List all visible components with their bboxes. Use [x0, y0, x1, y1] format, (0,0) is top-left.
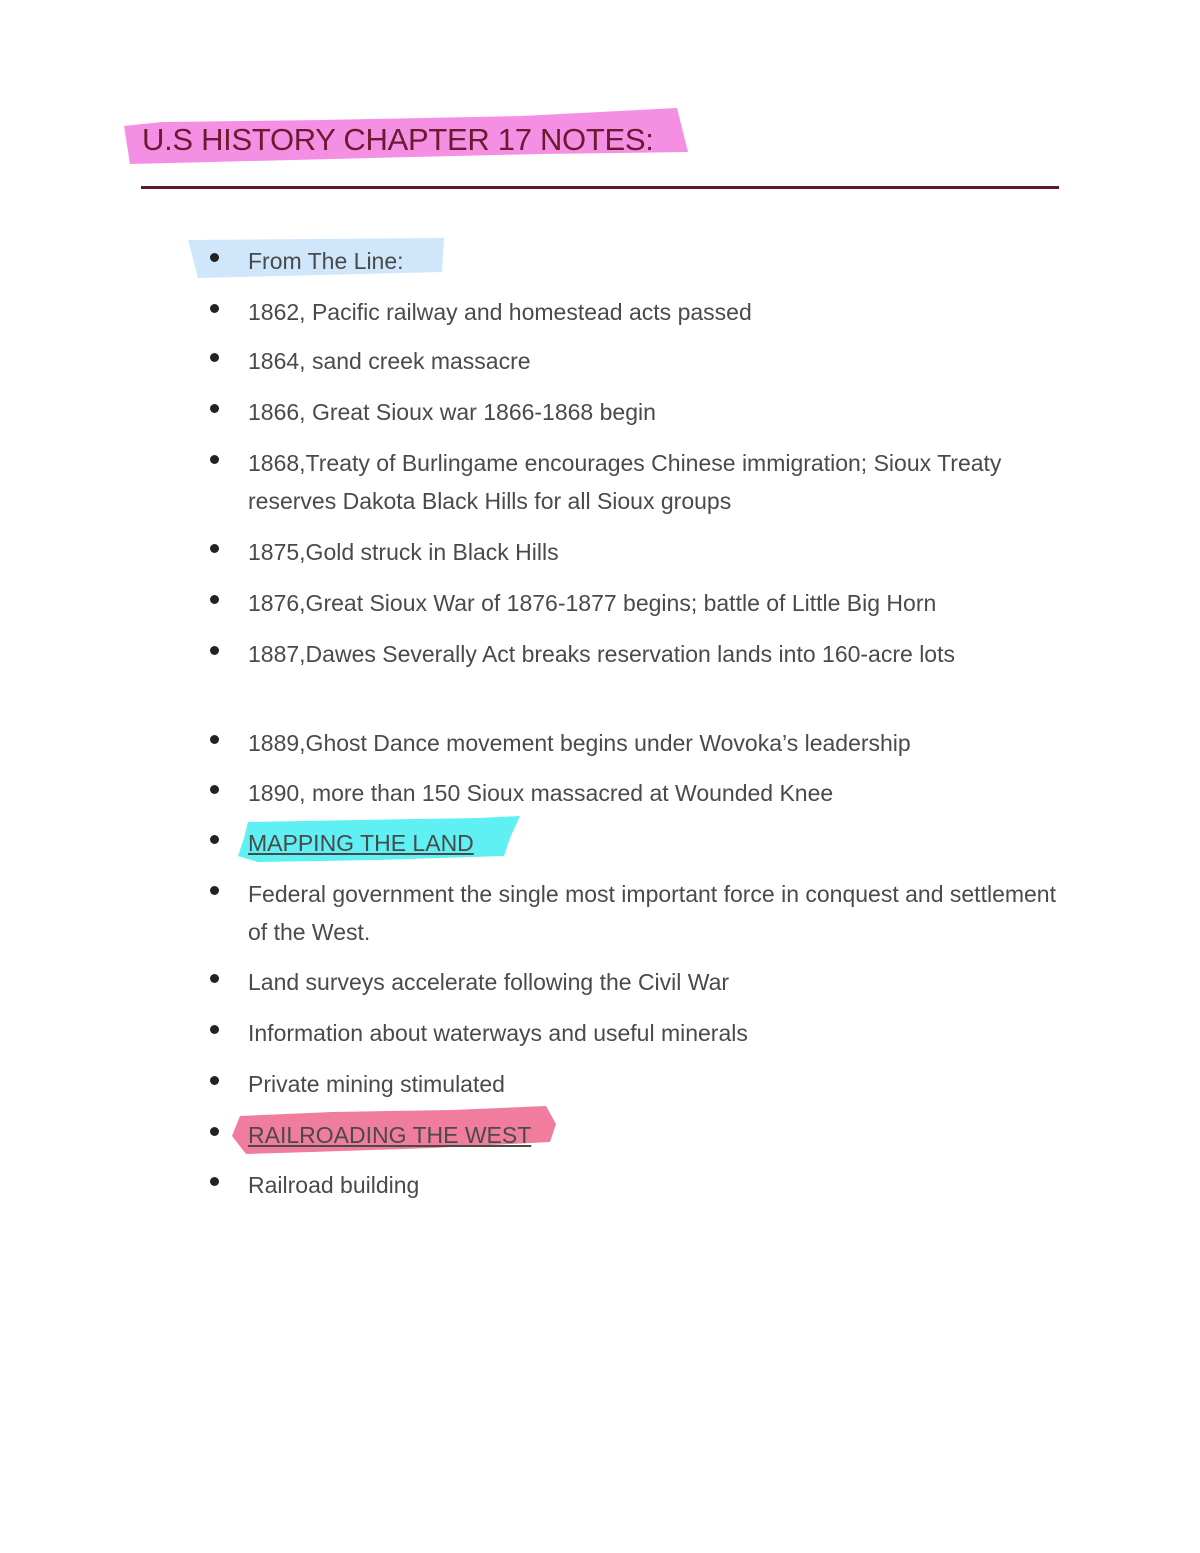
- list-item-text: Land surveys accelerate following the Civil War: [248, 969, 730, 995]
- bullet-icon: [210, 1127, 219, 1136]
- list-item-text: 1887,Dawes Severally Act breaks reservation lands into 160-acre lots: [248, 641, 955, 667]
- list-item-text: 1864, sand creek massacre: [248, 348, 531, 374]
- bullet-icon: [210, 735, 219, 744]
- list-item-text: Railroad building: [248, 1172, 420, 1198]
- bullet-icon: [210, 785, 219, 794]
- list-item-text: 1866, Great Sioux war 1866-1868 begin: [248, 399, 656, 425]
- list-item-text: Federal government the single most important force in conquest and settlement of the West.: [248, 881, 1056, 945]
- bullet-icon: [210, 544, 219, 553]
- list-item-text: 1875,Gold struck in Black Hills: [248, 539, 559, 565]
- title-block: [122, 108, 688, 166]
- bullet-icon: [210, 595, 219, 604]
- bullet-icon: [210, 1076, 219, 1085]
- bullet-icon: [210, 1025, 219, 1034]
- bullet-icon: [210, 404, 219, 413]
- bullet-icon: [210, 253, 219, 262]
- list-item-text: 1890, more than 150 Sioux massacred at Wounded Knee: [248, 780, 834, 806]
- bullet-icon: [210, 886, 219, 895]
- list-item-text: 1876,Great Sioux War of 1876-1877 begins; battle of Little Big Horn: [248, 590, 937, 616]
- bullet-icon: [210, 646, 219, 655]
- bullet-icon: [210, 304, 219, 313]
- bullet-icon: [210, 455, 219, 464]
- list-item-text: 1862, Pacific railway and homestead acts passed: [248, 299, 752, 325]
- section-heading-railroading-the-west: RAILROADING THE WEST: [248, 1122, 532, 1148]
- bullet-icon: [210, 835, 219, 844]
- section-heading-mapping-the-land: MAPPING THE LAND: [248, 830, 474, 856]
- list-item-text: 1868,Treaty of Burlingame encourages Chinese immigration; Sioux Treaty reserves Dakota Black Hills for all Sioux groups: [248, 450, 1002, 514]
- list-item-text: Private mining stimulated: [248, 1071, 505, 1097]
- page-title: U.S HISTORY CHAPTER 17 NOTES:: [142, 122, 654, 157]
- list-item-text: 1889,Ghost Dance movement begins under Wovoka’s leadership: [248, 730, 911, 756]
- bullet-icon: [210, 1177, 219, 1186]
- list-item-text: Information about waterways and useful minerals: [248, 1020, 748, 1046]
- list-item-text: From The Line:: [248, 248, 404, 274]
- bullet-icon: [210, 974, 219, 983]
- title-divider: [141, 186, 1059, 189]
- bullet-icon: [210, 353, 219, 362]
